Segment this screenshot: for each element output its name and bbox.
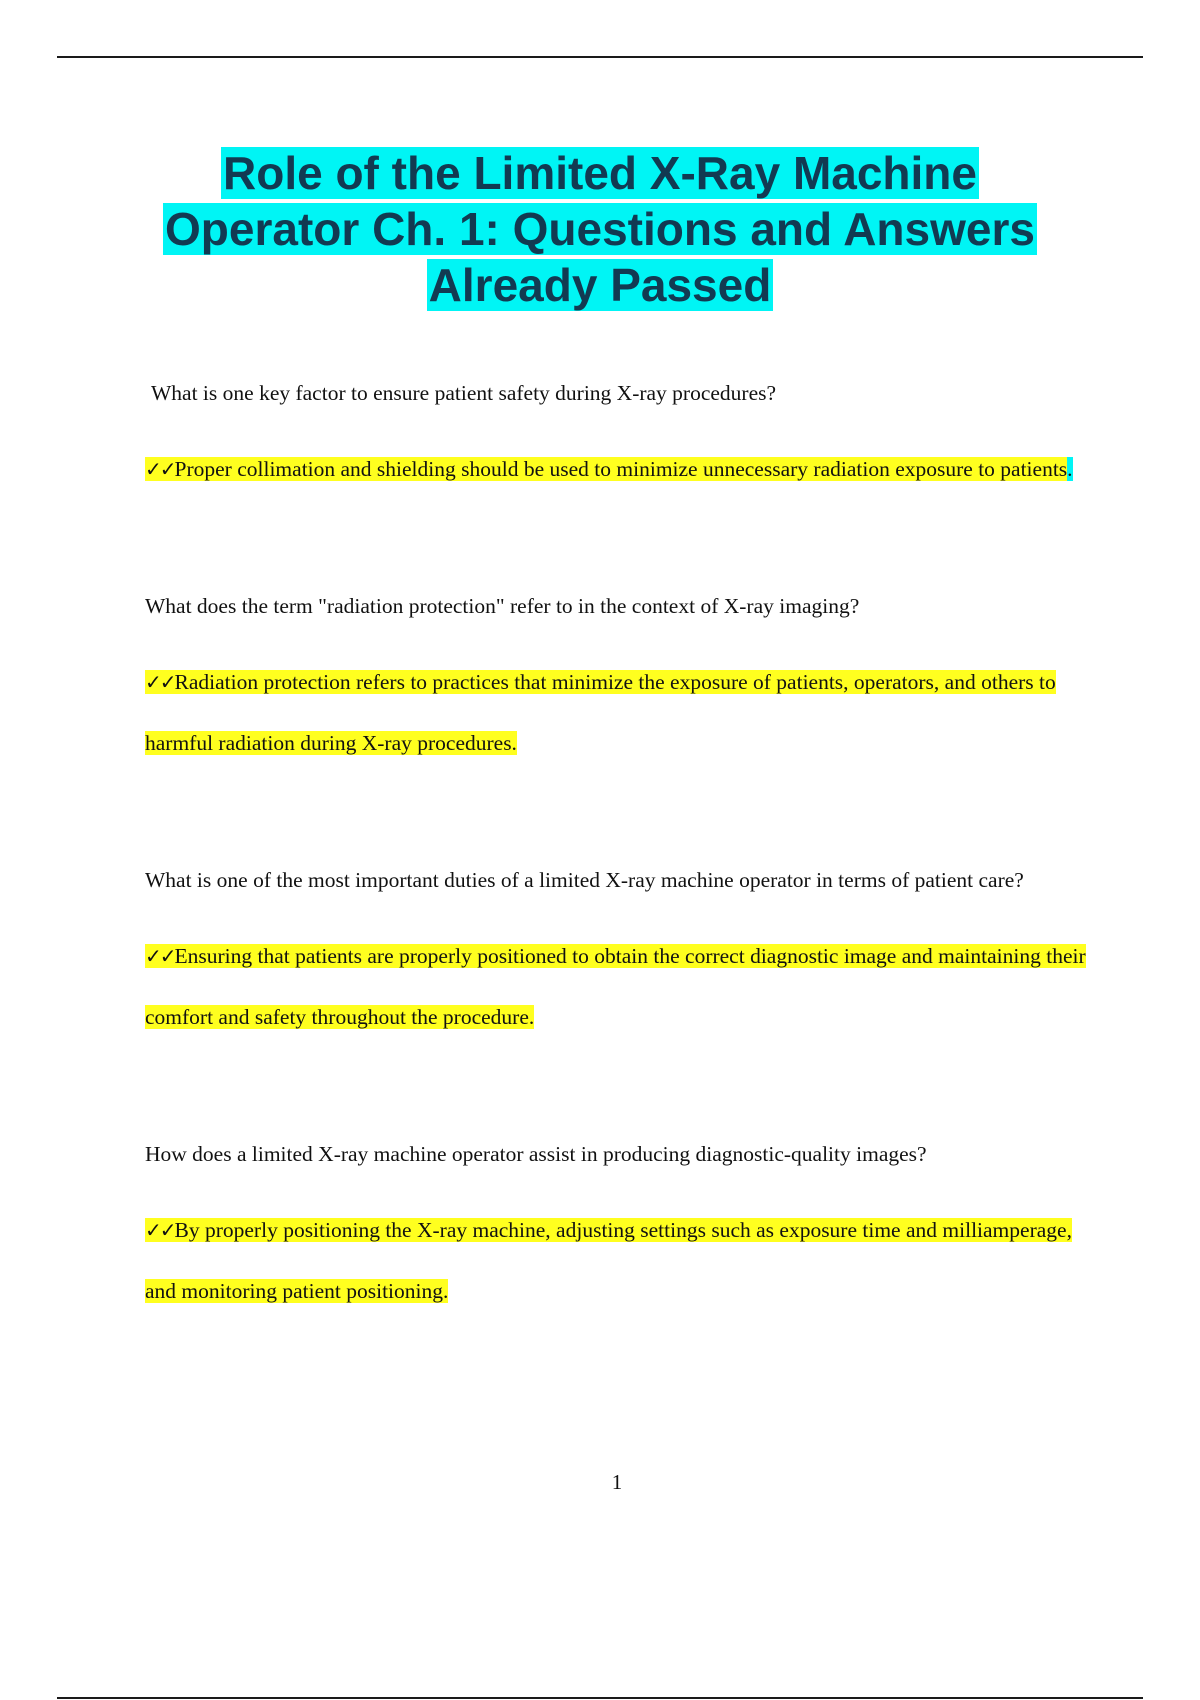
qa-item-1 (145, 365, 1090, 500)
qa-item-2 (145, 578, 1090, 774)
page-number: 1 (611, 1470, 623, 1494)
answer-1 (145, 439, 1090, 500)
question-2: What does the term "radiation protection" refer to in the context of X-ray imaging? (145, 594, 860, 618)
question-4: How does a limited X-ray machine operator assist in producing diagnostic-quality images? (145, 1142, 927, 1166)
answer-3 (145, 926, 1090, 1048)
top-rule (57, 56, 1143, 58)
qa-list (145, 365, 1090, 1322)
question-3: What is one of the most important duties of a limited X-ray machine operator in terms of patient care? (145, 868, 1024, 892)
title-line-3: Already Passed (428, 259, 772, 311)
title-line-1: Role of the Limited X-Ray Machine (223, 147, 977, 199)
bottom-rule (57, 1697, 1143, 1699)
qa-item-4 (145, 1126, 1090, 1322)
answer-2 (145, 652, 1090, 774)
answer-4 (145, 1200, 1090, 1322)
answer-4-text: By properly positioning the X-ray machine, adjusting settings such as exposure time and milliamperage, and monitoring patient positioning. (145, 1218, 1072, 1303)
title-line-2: Operator Ch. 1: Questions and Answers (165, 203, 1035, 255)
answer-1-end: . (1067, 457, 1073, 481)
check-mark-icon: ✓✓ (145, 457, 175, 481)
document-title (100, 145, 1100, 313)
answer-2-text: Radiation protection refers to practices that minimize the exposure of patients, operators, and others to harmful radiation during X-ray procedures. (145, 670, 1056, 755)
check-mark-icon: ✓✓ (145, 944, 175, 968)
question-1: What is one key factor to ensure patient safety during X-ray procedures? (151, 381, 777, 405)
check-mark-icon: ✓✓ (145, 670, 175, 694)
qa-item-3 (145, 852, 1090, 1048)
answer-3-text: Ensuring that patients are properly positioned to obtain the correct diagnostic image and maintaining their comfort and safety throughout the procedure. (145, 944, 1086, 1029)
answer-1-text: Proper collimation and shielding should be used to minimize unnecessary radiation exposure to patients (174, 457, 1068, 481)
check-mark-icon: ✓✓ (145, 1218, 175, 1242)
